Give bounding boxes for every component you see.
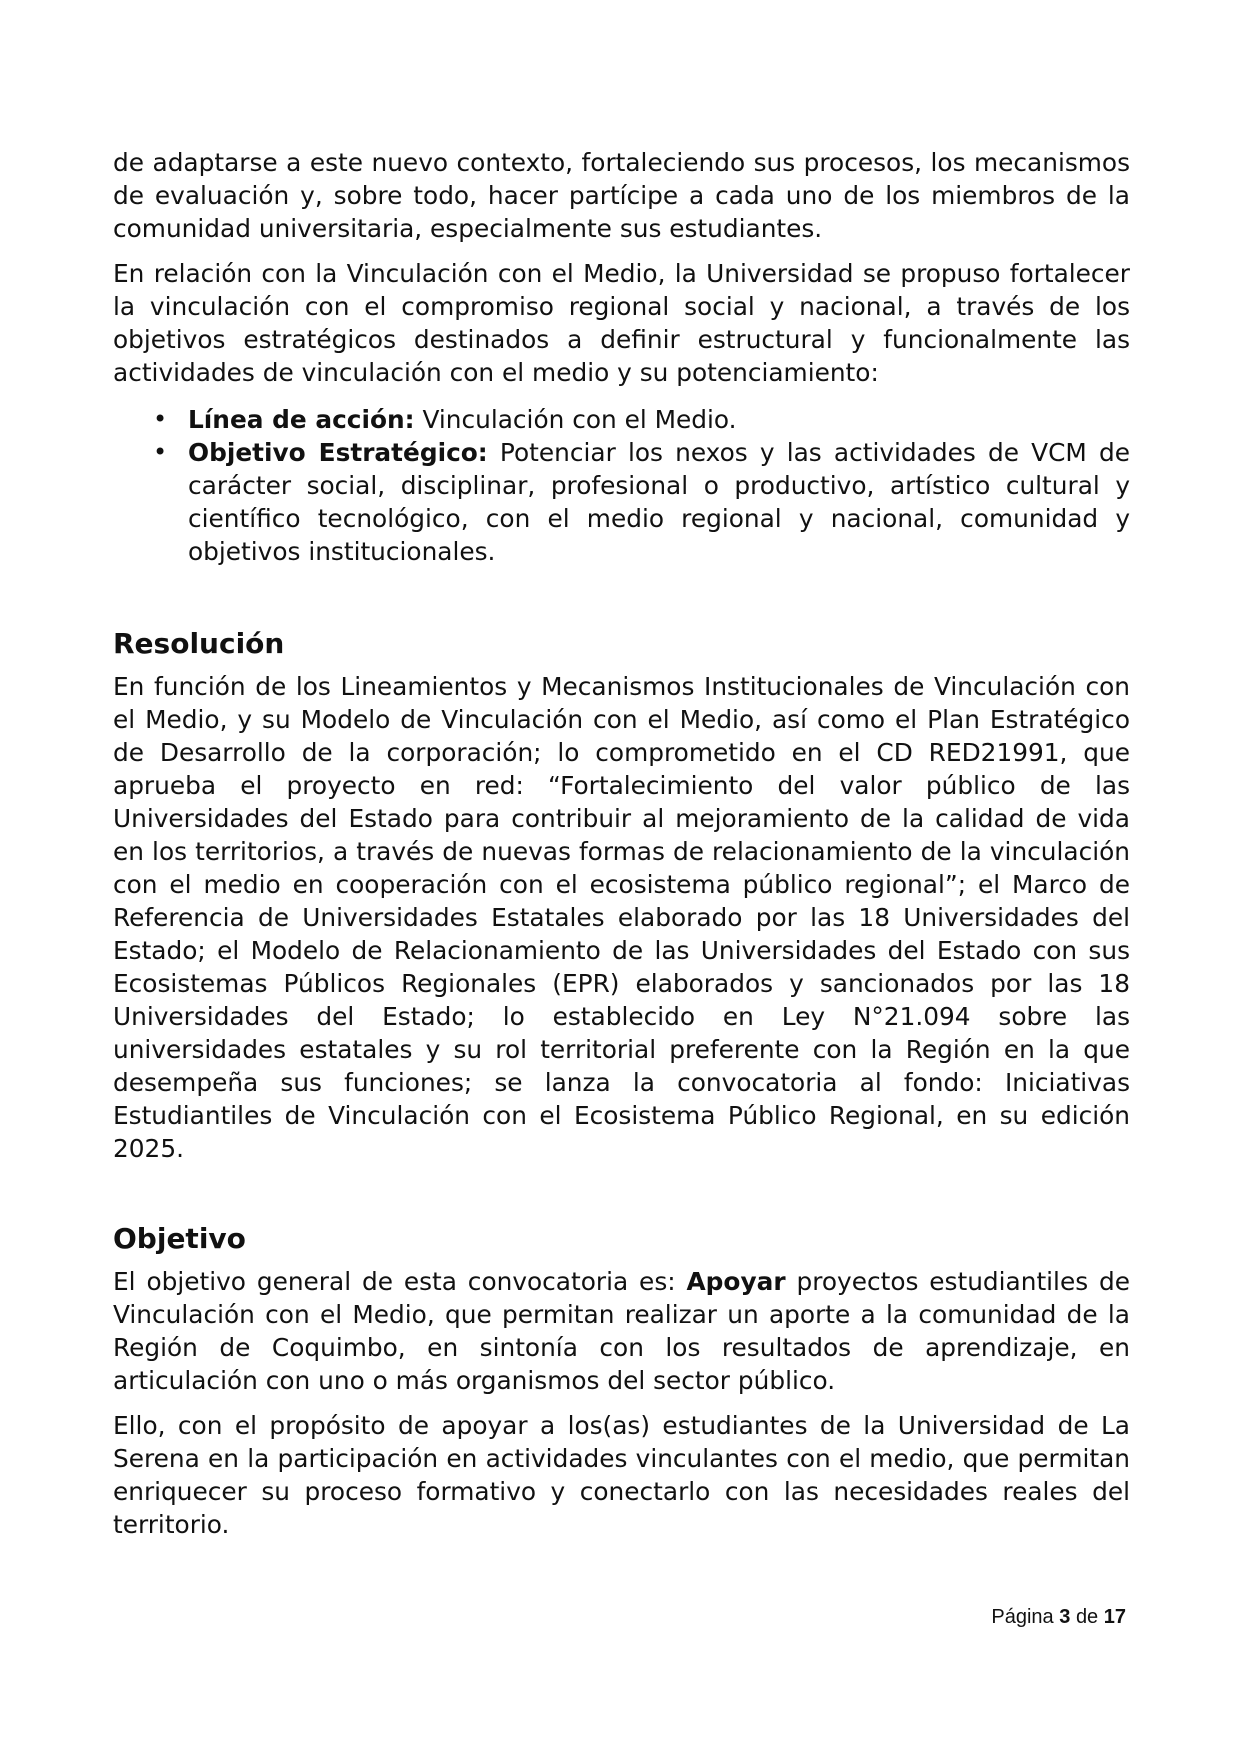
objetivo-paragraph-2: Ello, con el propósito de apoyar a los(as) estudiantes de la Universidad de La Serena en la participación en actividades vinculantes con el medio, que permitan enriquecer su proceso formativo y conectarlo con las necesidades reales del territorio. [113, 1411, 1130, 1539]
objetivo-suffix: proyectos estudiantiles de Vinculación con el Medio, que permitan realizar un aporte a la comunidad de la Región de Coquimbo, en sintonía con los resultados de aprendizaje, en articulación con uno o más organismos del sector público. [113, 1267, 1131, 1395]
objetivo-paragraph-1 [113, 1265, 1130, 1397]
list-item-label: Línea de acción: [188, 405, 415, 434]
objetivo-bold-word: Apoyar [686, 1267, 786, 1296]
list-item-label: Objetivo Estratégico: [188, 438, 488, 467]
page-number [991, 1606, 1126, 1629]
objectives-list [113, 403, 1130, 568]
page-label: Página [991, 1606, 1054, 1628]
bullet-icon: • [153, 438, 168, 466]
list-item-text: Potenciar los nexos y las actividades de VCM de carácter social, disciplinar, profesional o productivo, artístico cultural y científico tecnológico, con el medio regional y nacional, comunidad y objetivos institucionales. [188, 438, 1130, 566]
bullet-icon: • [153, 405, 168, 433]
intro-paragraph-2: En relación con la Vinculación con el Medio, la Universidad se propuso fortalecer la vinculación con el compromiso regional social y nacional, a través de los objetivos estratégicos destinados a definir estructural y funcionalmente las actividades de vinculación con el medio y su potenciamiento: [113, 259, 1130, 387]
page-current: 3 [1059, 1606, 1071, 1628]
intro-paragraph-1: de adaptarse a este nuevo contexto, fortaleciendo sus procesos, los mecanismos de evaluación y, sobre todo, hacer partícipe a cada uno de los miembros de la comunidad universitaria, especialmente sus estudiantes. [113, 148, 1130, 243]
page-content [113, 146, 1130, 1541]
list-item [113, 436, 1130, 568]
section-heading-objetivo: Objetivo [113, 1222, 246, 1255]
list-item [113, 403, 1130, 436]
page-sep: de [1075, 1606, 1099, 1628]
section-heading-resolucion: Resolución [113, 627, 285, 660]
page-total: 17 [1103, 1606, 1126, 1628]
objetivo-prefix: El objetivo general de esta convocatoria es: [113, 1267, 687, 1296]
resolucion-paragraph: En función de los Lineamientos y Mecanismos Institucionales de Vinculación con el Medio, y su Modelo de Vinculación con el Medio, así como el Plan Estratégico de Desarrollo de la corporación; lo comprometido en el CD RED21991, que aprueba el proyecto en red: “Fortalecimiento del valor público de las Universidades del Estado para contribuir al mejoramiento de la calidad de vida en los territorios, a través de nuevas formas de relacionamiento de la vinculación con el medio en cooperación con el ecosistema público regional”; el Marco de Referencia de Universidades Estatales elaborado por las 18 Universidades del Estado; el Modelo de Relacionamiento de las Universidades del Estado con sus Ecosistemas Públicos Regionales (EPR) elaborados y sancionados por las 18 Universidades del Estado; lo establecido en Ley N°21.094 sobre las universidades estatales y su rol territorial preferente con la Región en la que desempeña sus funciones; se lanza la convocatoria al fondo: Iniciativas Estudiantiles de Vinculación con el Ecosistema Público Regional, en su edición 2025. [113, 672, 1130, 1163]
list-item-text: Vinculación con el Medio. [414, 405, 737, 434]
